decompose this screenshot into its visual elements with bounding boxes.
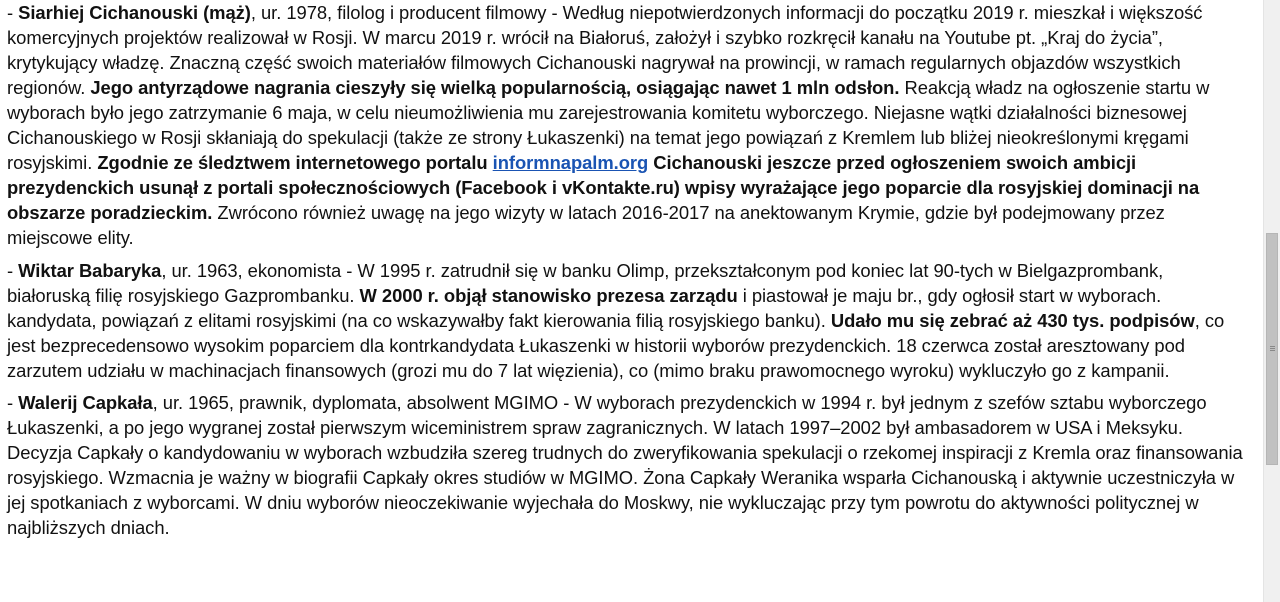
- text-segment: Reakcją władz na ogłoszenie startu w wyborach było jego zatrzymanie 6 maja, w celu nieumożliwienia mu zarejestrowania komitetu wyborczego. Niejasne wątki działalności biznesowej Cichanouskiego w Rosji skłaniają do spekulacji (także ze strony Łukaszenki) na temat jego powiązań z Kremlem lub bliżej nieokreślonymi kręgami rosyjskimi.: [7, 77, 1210, 173]
- dash-prefix: -: [7, 259, 19, 281]
- text-segment-bold: W 2000 r. objął stanowisko prezesa zarządu: [359, 284, 738, 306]
- paragraph-capkala: [7, 390, 1248, 540]
- paragraph-cichanouski: [7, 0, 1248, 250]
- text-segment-bold: Jego antyrządowe nagrania cieszyły się wielką popularnością, osiągając nawet 1 mln odsłon.: [90, 77, 900, 98]
- text-segment: , co jest bezprecedensowo wysokim poparciem dla kontrkandydata Łukaszenki w historii wyborów prezydenckich. 18 czerwca został aresztowany pod zarzutem udziału w machinacjach finansowych (grozi mu do 7 lat więzienia), co (mimo braku prawomocnego wyroku) wykluczyło go z kampanii.: [7, 309, 1225, 381]
- text-segment: Zwrócono również uwagę na jego wizyty w latach 2016-2017 na anektowanym Krymie, gdzie był podejmowany przez miejscowe elity.: [7, 202, 1165, 248]
- grip-line-icon: [1270, 350, 1275, 351]
- person-name: Wiktar Babaryka: [18, 259, 162, 281]
- vertical-scrollbar[interactable]: [1263, 0, 1280, 602]
- scrollbar-thumb[interactable]: [1266, 233, 1278, 465]
- person-name: Siarhiej Cichanouski (mąż): [18, 2, 251, 23]
- dash-prefix: -: [7, 392, 19, 413]
- text-segment: i piastował je maju br., gdy ogłosił start w wyborach. kandydata, powiązań z elitami rosyjskimi (na co wskazywałby fakt kierowania filią rosyjskiego banku).: [7, 284, 1162, 331]
- person-name: Walerij Capkała: [18, 392, 153, 413]
- text-segment: , ur. 1963, ekonomista - W 1995 r. zatrudnił się w banku Olimp, przekształconym pod koniec lat 90-tych w Bielgazprombank, białoruską filię rosyjskiego Gazprombanku.: [7, 259, 1164, 306]
- text-segment: , ur. 1965, prawnik, dyplomata, absolwent MGIMO - W wyborach prezydenckich w 1994 r. był jednym z szefów sztabu wyborczego Łukaszenki, a po jego wygranej został pierwszym wiceministrem spraw zagranicznych. W latach 1997–2002 był ambasadorem w USA i Meksyku. Decyzja Capkały o kandydowaniu w wyborach wzbudziła szereg trudnych do zweryfikowania spekulacji o rzekomej inspiracji z Kremla oraz finansowania rosyjskiego. Wzmacnia je ważny w biografii Capkały okres studiów w MGIMO. Żona Capkały Weranika wsparła Cichanouską i aktywnie uczestniczyła w jej spotkaniach z wyborcami. W dniu wyborów nieoczekiwanie wyjechała do Moskwy, nie wykluczając przy tym powrotu do aktywności politycznej w najbliższych dniach.: [7, 392, 1243, 538]
- grip-line-icon: [1270, 346, 1275, 347]
- informnapalm-link[interactable]: informnapalm.org: [492, 152, 649, 173]
- text-segment-bold: Zgodnie ze śledztwem internetowego portalu: [97, 152, 493, 173]
- text-segment-bold: Cichanouski jeszcze przed ogłoszeniem swoich ambicji prezydenckich usunął z portali społecznościowych (Facebook i vKontakte.ru) wpisy wyrażające jego poparcie dla rosyjskiej dominacji na obszarze poradzieckim.: [7, 152, 1200, 223]
- paragraph-babaryka: [7, 258, 1248, 383]
- text-segment: , ur. 1978, filolog i producent filmowy - Według niepotwierdzonych informacji do początku 2019 r. mieszkał i większość komercyjnych projektów realizował w Rosji. W marcu 2019 r. wrócił na Białoruś, założył i szybko rozkręcił kanału na Youtube pt. „Kraj do życia”, krytykujący władzę. Znaczną część swoich materiałów filmowych Cichanouski nagrywał na prowincji, w ramach regularnych objazdów wszystkich regionów.: [7, 2, 1203, 98]
- grip-line-icon: [1270, 348, 1275, 349]
- dash-prefix: -: [7, 2, 19, 23]
- text-segment-bold: Udało mu się zebrać aż 430 tys. podpisów: [830, 309, 1195, 331]
